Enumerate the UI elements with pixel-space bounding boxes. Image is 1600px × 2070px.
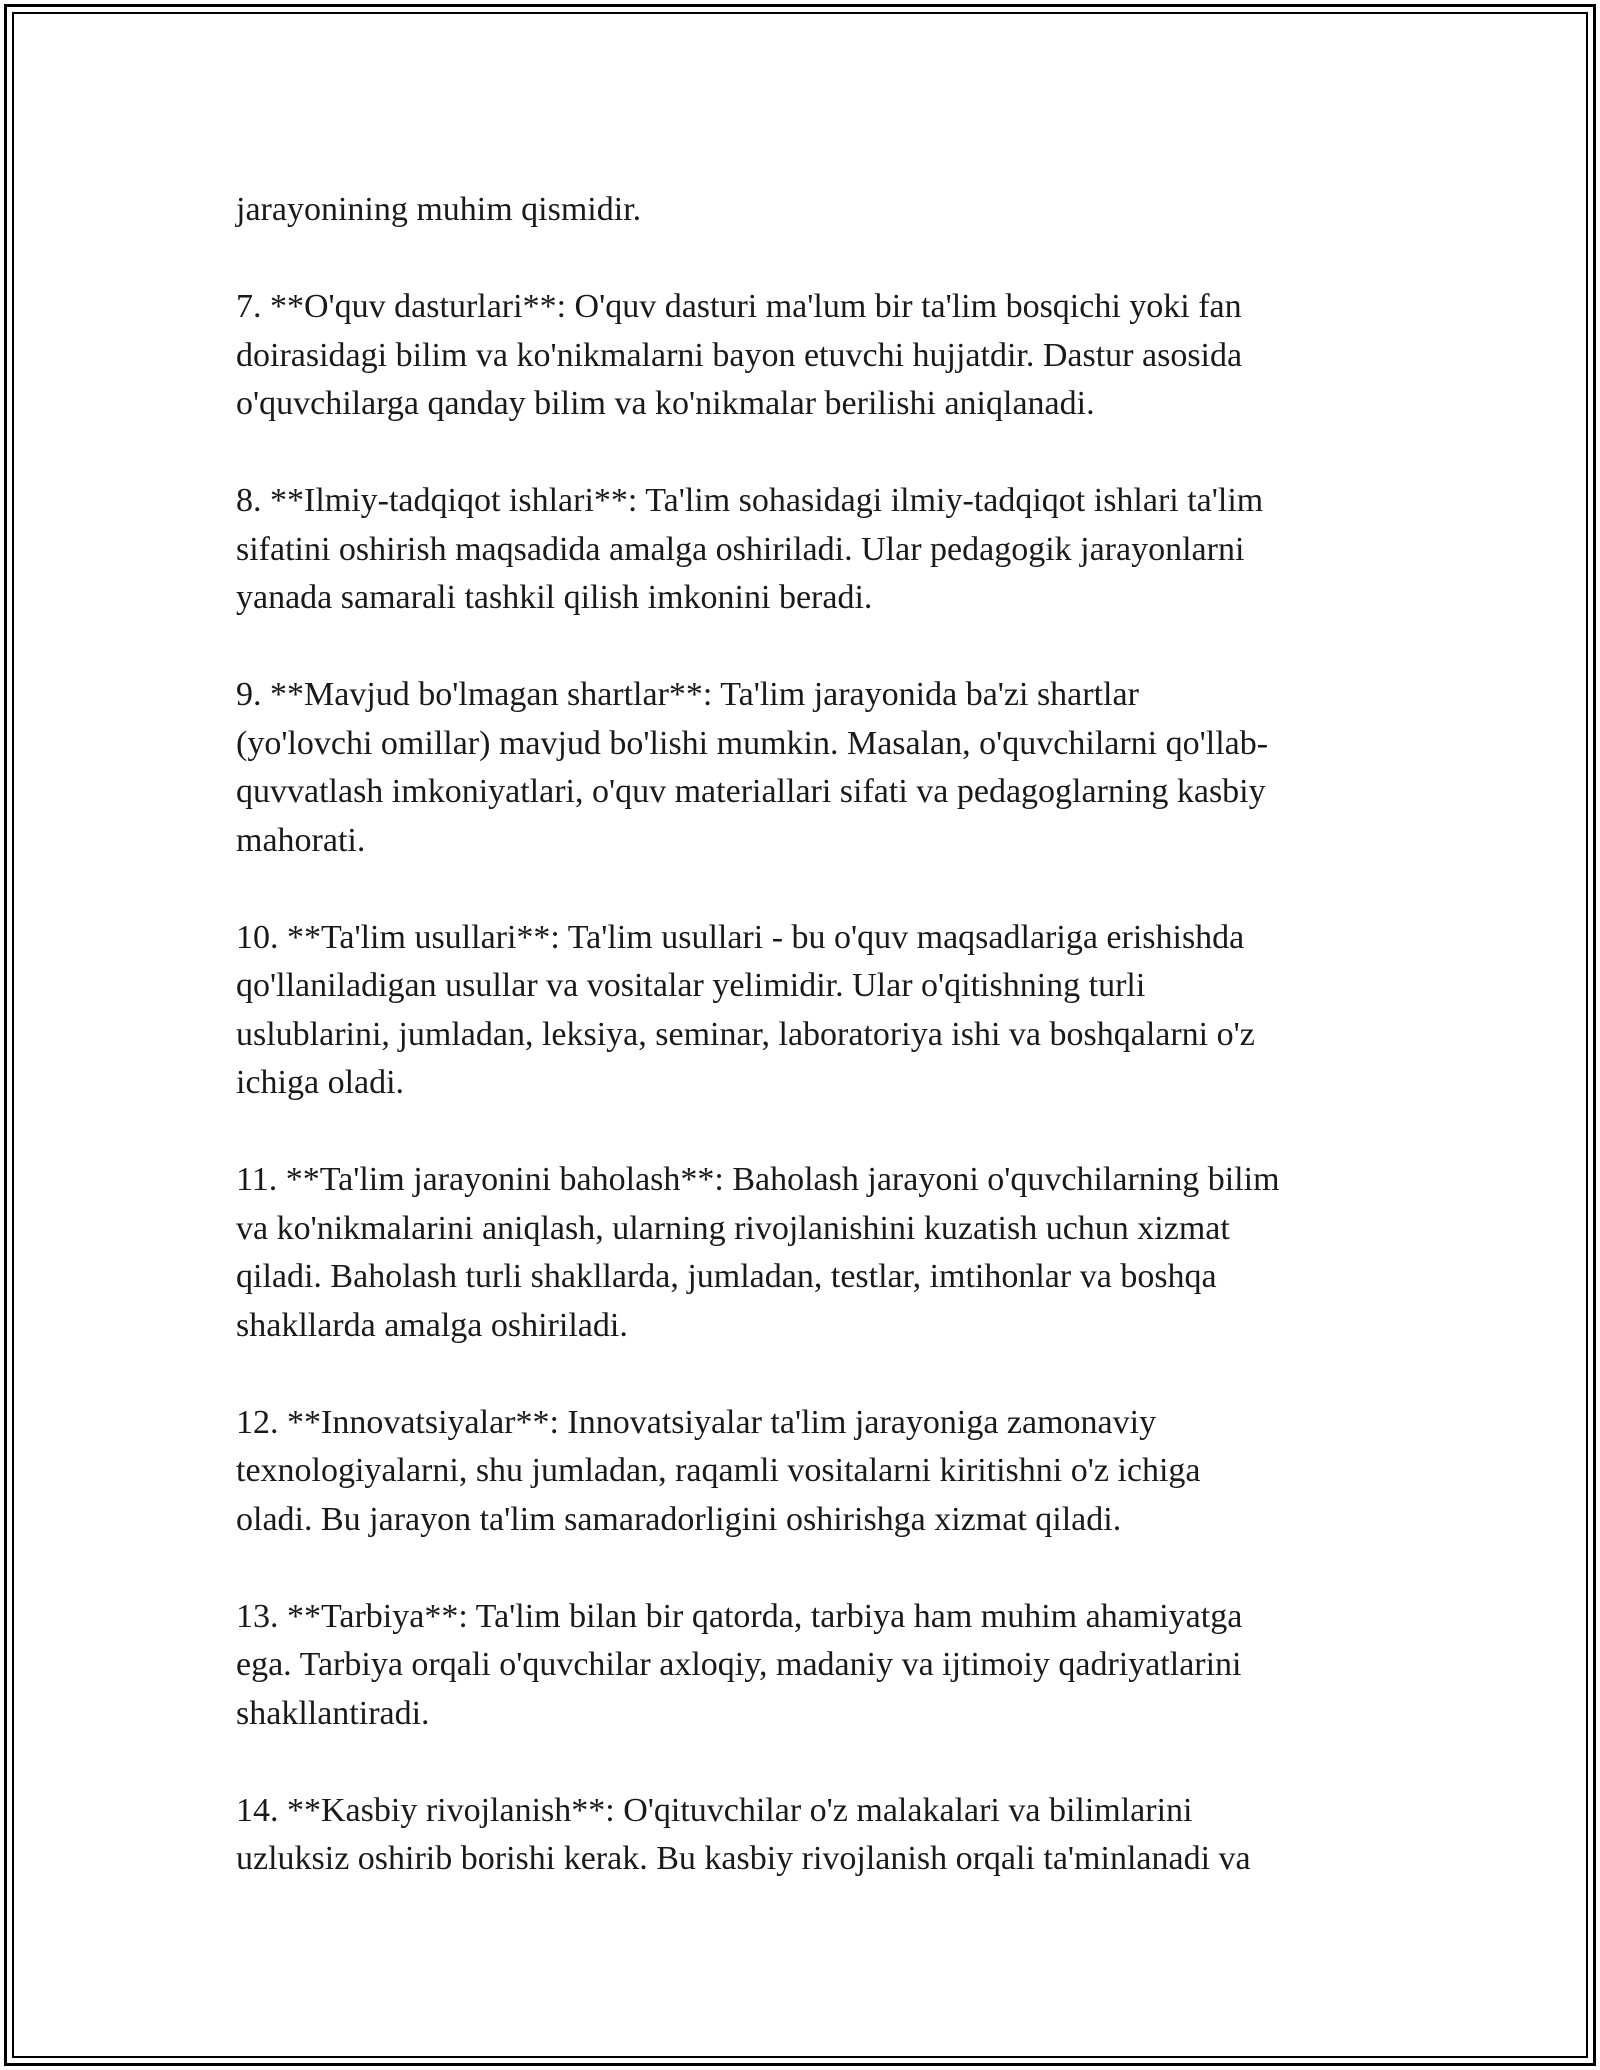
text-line: ega. Tarbiya orqali o'quvchilar axloqiy, madaniy va ijtimoiy qadriyatlarini (236, 1646, 1242, 1683)
text-line: quvvatlash imkoniyatlari, o'quv materiallari sifati va pedagoglarning kasbiy (236, 773, 1266, 810)
text-line: 8. **Ilmiy-tadqiqot ishlari**: Ta'lim sohasidagi ilmiy-tadqiqot ishlari ta'lim (236, 482, 1264, 519)
text-line: qo'llaniladigan usullar va vositalar yelimidir. Ular o'qitishning turli (236, 967, 1146, 1004)
paragraph (236, 1156, 1376, 1350)
paragraph (236, 477, 1376, 623)
text-line: 7. **O'quv dasturlari**: O'quv dasturi ma'lum bir ta'lim bosqichi yoki fan (236, 288, 1242, 325)
paragraph (236, 186, 1376, 235)
text-line: sifatini oshirish maqsadida amalga oshiriladi. Ular pedagogik jarayonlarni (236, 530, 1245, 568)
text-line: shakllarda amalga oshiriladi. (236, 1306, 628, 1344)
text-line: 14. **Kasbiy rivojlanish**: O'qituvchilar o'z malakalari va bilimlarini (236, 1791, 1193, 1829)
text-line: 11. **Ta'lim jarayonini baholash**: Baholash jarayoni o'quvchilarning bilim (236, 1161, 1280, 1198)
paragraph (236, 1593, 1376, 1739)
text-line: 12. **Innovatsiyalar**: Innovatsiyalar ta'lim jarayoniga zamonaviy (236, 1403, 1157, 1441)
text-line: 13. **Tarbiya**: Ta'lim bilan bir qatorda, tarbiya ham muhim ahamiyatga (236, 1597, 1243, 1635)
paragraph (236, 914, 1376, 1108)
text-line: va ko'nikmalarini aniqlash, ularning rivojlanishini kuzatish uchun xizmat (236, 1209, 1230, 1247)
text-line: mahorati. (236, 821, 366, 859)
text-line: yanada samarali tashkil qilish imkonini beradi. (236, 579, 873, 616)
text-line: shakllantiradi. (236, 1694, 430, 1732)
paragraph (236, 671, 1376, 865)
paragraph (236, 283, 1376, 429)
text-line: 9. **Mavjud bo'lmagan shartlar**: Ta'lim jarayonida ba'zi shartlar (236, 676, 1139, 713)
text-line: ichiga oladi. (236, 1064, 405, 1101)
text-line: doirasidagi bilim va ko'nikmalarni bayon etuvchi hujjatdir. Dastur asosida (236, 336, 1243, 374)
text-line: o'quvchilarga qanday bilim va ko'nikmalar berilishi aniqlanadi. (236, 385, 1095, 422)
text-line: uzluksiz oshirib borishi kerak. Bu kasbiy rivojlanish orqali ta'minlanadi va (236, 1840, 1251, 1877)
text-line: (yo'lovchi omillar) mavjud bo'lishi mumkin. Masalan, o'quvchilarni qo'llab- (236, 724, 1269, 762)
text-line: jarayonining muhim qismidir. (236, 191, 642, 228)
paragraph (236, 1787, 1376, 1884)
text-line: uslublarini, jumladan, leksiya, seminar, laboratoriya ishi va boshqalarni o'z (236, 1015, 1255, 1053)
text-line: 10. **Ta'lim usullari**: Ta'lim usullari - bu o'quv maqsadlariga erishishda (236, 918, 1245, 956)
text-line: qiladi. Baholash turli shakllarda, jumladan, testlar, imtihonlar va boshqa (236, 1258, 1217, 1295)
text-line: texnologiyalarni, shu jumladan, raqamli vositalarni kiritishni o'z ichiga (236, 1452, 1201, 1489)
text-line: oladi. Bu jarayon ta'lim samaradorligini oshirishga xizmat qiladi. (236, 1500, 1122, 1538)
document-body (236, 186, 1376, 1884)
paragraph (236, 1399, 1376, 1545)
